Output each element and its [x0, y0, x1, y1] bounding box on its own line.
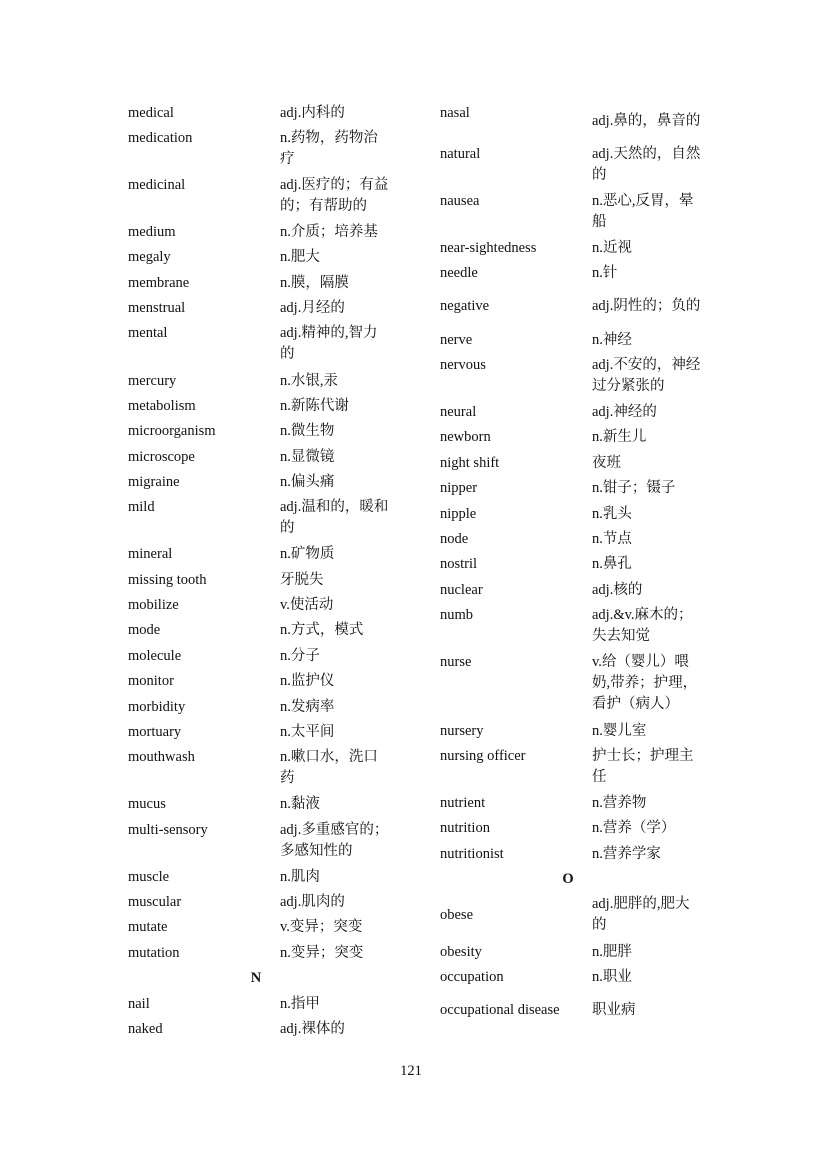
entry-definition: n.矿物质 [280, 545, 335, 562]
entry-term: occupational disease [440, 1001, 560, 1018]
entry-term: mutation [128, 944, 180, 961]
entry-term: muscle [128, 868, 170, 885]
entry-definition: n.膜，隔膜 [280, 274, 349, 291]
entry-term: nurse [440, 653, 472, 670]
entry-definition: 夜班 [592, 454, 621, 471]
entry-term: nail [128, 995, 150, 1012]
glossary-entry [440, 818, 702, 839]
glossary-entry [128, 247, 390, 268]
glossary-entry [440, 895, 702, 933]
glossary-entry [440, 580, 702, 601]
entry-definition: n.分子 [280, 647, 320, 664]
glossary-entry [440, 529, 702, 550]
entry-definition: adj.医疗的；有益的；有帮助的 [280, 176, 389, 214]
entry-definition: adj.神经的 [592, 403, 657, 420]
glossary-entry [128, 396, 390, 417]
glossary-entry [128, 620, 390, 641]
entry-definition: n.显微镜 [280, 448, 335, 465]
entry-term: metabolism [128, 397, 196, 414]
entry-term: microorganism [128, 422, 216, 439]
glossary-entry [128, 273, 390, 294]
entry-definition: n.神经 [592, 331, 632, 348]
glossary-entry [128, 323, 390, 362]
entry-definition: v.使活动 [280, 596, 334, 613]
glossary-entry [128, 472, 390, 493]
entry-definition: n.新生儿 [592, 428, 647, 445]
glossary-entry [440, 605, 702, 644]
section-heading: O [562, 870, 574, 887]
entry-definition: n.监护仪 [280, 672, 335, 689]
entry-term: nuclear [440, 581, 483, 598]
entry-definition: n.指甲 [280, 995, 320, 1012]
glossary-entry [440, 793, 702, 814]
glossary-entry [440, 402, 702, 423]
glossary-entry [440, 144, 702, 183]
glossary-entry [128, 298, 390, 319]
entry-term: naked [128, 1020, 163, 1037]
glossary-entry [128, 820, 390, 859]
entry-term: multi-sensory [128, 821, 208, 838]
entry-term: muscular [128, 893, 182, 910]
entry-term: mobilize [128, 596, 179, 613]
entry-term: negative [440, 297, 490, 314]
entry-definition: n.嗽口水，洗口药 [280, 748, 378, 786]
glossary-entry [440, 296, 702, 317]
glossary-column-left [128, 0, 390, 1162]
entry-definition: adj.肌肉的 [280, 893, 345, 910]
entry-definition: n.职业 [592, 968, 632, 985]
entry-definition: adj.阴性的；负的 [592, 297, 701, 314]
entry-term: nerve [440, 331, 473, 348]
entry-term: occupation [440, 968, 504, 985]
glossary-entry [128, 917, 390, 938]
entry-definition: n.发病率 [280, 698, 335, 715]
glossary-entry [128, 447, 390, 468]
glossary-entry [128, 1019, 390, 1040]
glossary-entry [440, 746, 702, 785]
entry-term: neural [440, 403, 477, 420]
entry-term: nipple [440, 505, 477, 522]
entry-term: mild [128, 498, 155, 515]
entry-term: molecule [128, 647, 182, 664]
glossary-entry [440, 478, 702, 499]
entry-definition: n.水银,汞 [280, 372, 338, 389]
entry-definition: v.变异；突变 [280, 918, 363, 935]
glossary-entry [128, 943, 390, 964]
glossary-entry [128, 222, 390, 243]
entry-definition: n.肌肉 [280, 868, 320, 885]
entry-term: mortuary [128, 723, 182, 740]
entry-term: nutrition [440, 819, 490, 836]
glossary-entry [128, 697, 390, 718]
entry-definition: adj.不安的，神经过分紧张的 [592, 356, 701, 394]
entry-term: mercury [128, 372, 177, 389]
entry-term: nausea [440, 192, 480, 209]
entry-definition: n.近视 [592, 239, 632, 256]
entry-definition: 牙脱失 [280, 571, 324, 588]
entry-definition: n.黏液 [280, 795, 320, 812]
glossary-entry [440, 427, 702, 448]
entry-term: nervous [440, 356, 486, 373]
section-heading: N [250, 969, 262, 986]
entry-term: nasal [440, 104, 470, 121]
glossary-entry [128, 128, 390, 167]
entry-term: microscope [128, 448, 195, 465]
entry-definition: adj.月经的 [280, 299, 345, 316]
entry-term: nursing officer [440, 747, 526, 764]
entry-term: megaly [128, 248, 171, 265]
glossary-entry [440, 844, 702, 865]
entry-definition: adj.天然的，自然的 [592, 145, 701, 183]
entry-definition: adj.精神的,智力的 [280, 324, 378, 362]
entry-term: missing tooth [128, 571, 207, 588]
entry-term: medication [128, 129, 193, 146]
entry-term: membrane [128, 274, 190, 291]
glossary-entry [440, 652, 702, 712]
entry-term: nursery [440, 722, 484, 739]
entry-term: newborn [440, 428, 491, 445]
entry-definition: adj.多重感官的；多感知性的 [280, 821, 389, 859]
glossary-entry [128, 671, 390, 692]
glossary-entry [440, 967, 702, 988]
glossary-entry [128, 103, 390, 124]
glossary-entry [440, 103, 702, 129]
glossary-entry [128, 794, 390, 815]
entry-definition: n.变异；突变 [280, 944, 364, 961]
entry-definition: adj.裸体的 [280, 1020, 345, 1037]
entry-definition: adj.温和的，暖和的 [280, 498, 389, 536]
glossary-entry [128, 570, 390, 591]
entry-term: obesity [440, 943, 482, 960]
entry-definition: n.微生物 [280, 422, 335, 439]
glossary-entry [128, 867, 390, 888]
glossary-entry [440, 942, 702, 963]
entry-definition: n.偏头痛 [280, 473, 335, 490]
glossary-entry [128, 497, 390, 536]
entry-definition: n.营养学家 [592, 845, 661, 862]
entry-term: medium [128, 223, 176, 240]
entry-definition: n.药物，药物治疗 [280, 129, 378, 167]
entry-definition: v.给（婴儿）喂奶,带养；护理，看护（病人） [592, 653, 698, 712]
entry-term: migraine [128, 473, 180, 490]
glossary-entry [128, 544, 390, 565]
entry-term: nipper [440, 479, 478, 496]
glossary-entry [128, 994, 390, 1015]
glossary-entry [440, 238, 702, 259]
entry-definition: adj.核的 [592, 581, 643, 598]
entry-term: mouthwash [128, 748, 195, 765]
entry-definition: n.乳头 [592, 505, 632, 522]
entry-term: medicinal [128, 176, 186, 193]
entry-definition: n.节点 [592, 530, 632, 547]
glossary-entry [128, 175, 390, 214]
entry-term: mineral [128, 545, 173, 562]
entry-definition: n.营养物 [592, 794, 647, 811]
entry-definition: adj.&v.麻木的；失去知觉 [592, 606, 693, 644]
glossary-entry [440, 355, 702, 394]
entry-term: numb [440, 606, 474, 623]
entry-definition: adj.内科的 [280, 104, 345, 121]
entry-term: morbidity [128, 698, 186, 715]
glossary-entry [128, 421, 390, 442]
entry-term: obese [440, 906, 474, 923]
entry-term: mutate [128, 918, 168, 935]
glossary-entry [128, 722, 390, 743]
entry-term: monitor [128, 672, 174, 689]
glossary-entry [128, 747, 390, 786]
glossary-column-right [440, 0, 702, 1162]
page-number: 121 [400, 1063, 422, 1079]
entry-definition: adj.肥胖的,肥大的 [592, 895, 690, 933]
entry-definition: adj.鼻的，鼻音的 [592, 112, 701, 129]
entry-definition: n.新陈代谢 [280, 397, 349, 414]
glossary-entry [440, 504, 702, 525]
glossary-entry [440, 191, 702, 230]
entry-term: needle [440, 264, 478, 281]
glossary-entry [440, 330, 702, 351]
entry-definition: n.肥胖 [592, 943, 632, 960]
entry-term: mode [128, 621, 161, 638]
glossary-entry [440, 453, 702, 474]
glossary-entry [440, 554, 702, 575]
entry-term: mental [128, 324, 168, 341]
entry-term: nostril [440, 555, 478, 572]
entry-term: natural [440, 145, 481, 162]
glossary-entry [440, 721, 702, 742]
glossary-entry [128, 892, 390, 913]
entry-definition: n.肥大 [280, 248, 320, 265]
glossary-entry [128, 371, 390, 392]
entry-term: menstrual [128, 299, 186, 316]
entry-term: nutrient [440, 794, 486, 811]
entry-term: medical [128, 104, 174, 121]
glossary-entry [128, 646, 390, 667]
entry-definition: 职业病 [592, 1001, 636, 1018]
entry-term: night shift [440, 454, 500, 471]
entry-term: mucus [128, 795, 166, 812]
entry-definition: n.恶心,反胃，晕船 [592, 192, 694, 230]
entry-definition: n.钳子；镊子 [592, 479, 676, 496]
entry-definition: n.营养（学） [592, 819, 676, 836]
entry-definition: n.婴儿室 [592, 722, 647, 739]
entry-term: nutritionist [440, 845, 504, 862]
glossary-entry [440, 1000, 702, 1021]
entry-term: node [440, 530, 469, 547]
entry-definition: n.针 [592, 264, 618, 281]
entry-definition: n.方式，模式 [280, 621, 364, 638]
entry-definition: n.鼻孔 [592, 555, 632, 572]
entry-definition: n.介质；培养基 [280, 223, 378, 240]
entry-definition: 护士长；护理主任 [592, 747, 694, 785]
entry-definition: n.太平间 [280, 723, 335, 740]
entry-term: near-sightedness [440, 239, 537, 256]
glossary-entry [128, 595, 390, 616]
glossary-entry [440, 263, 702, 284]
